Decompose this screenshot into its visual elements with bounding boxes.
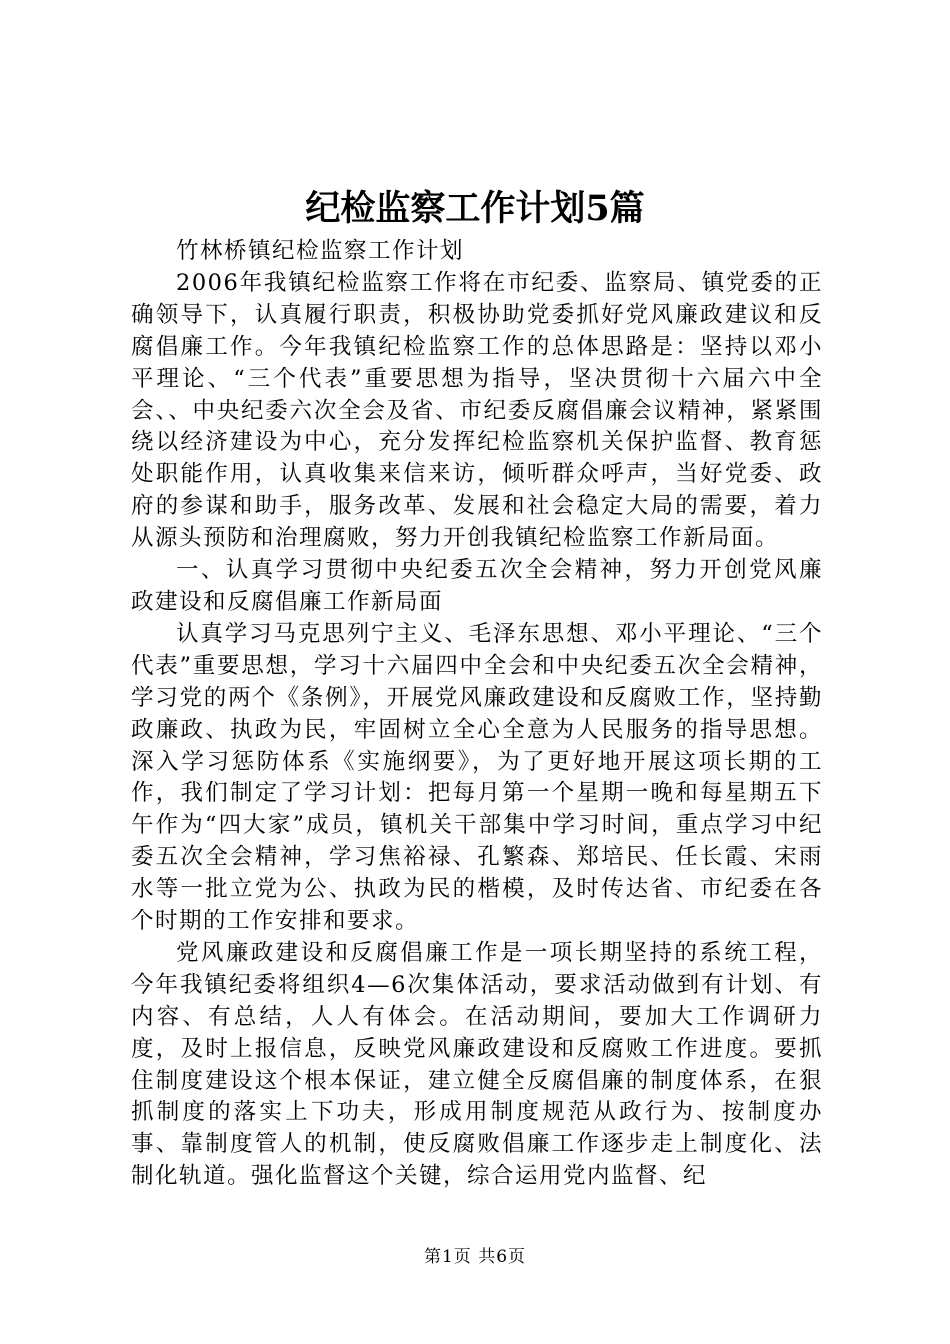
study-paragraph: 认真学习马克思列宁主义、毛泽东思想、邓小平理论、“三个代表”重要思想，学习十六届四中全会和中央纪委五次全会精神，学习党的两个《条例》，开展党风廉政建设和反腐败工作，坚持勤政廉政、执政为民，牢固树立全心全意为人民服务的指导思想。深入学习惩防体系《实施纲要》，为了更好地开展这项长期的工作，我们制定了学习计划：把每月第一个星期一晚和每星期五下午作为“四大家”成员，镇机关干部集中学习时间，重点学习中纪委五次全会精神，学习焦裕禄、孔繁森、郑培民、任长霞、宋雨水等一批立党为公、执政为民的楷模，及时传达省、市纪委在各个时期的工作安排和要求。	[131, 620, 823, 935]
page-footer: 第1页 共6页	[423, 1247, 527, 1267]
document-body	[131, 236, 823, 1193]
document-title: 纪检监察工作计划5篇	[305, 188, 645, 229]
intro-paragraph: 2006年我镇纪检监察工作将在市纪委、监察局、镇党委的正确领导下，认真履行职责，积极协助党委抓好党风廉政建议和反腐倡廉工作。今年我镇纪检监察工作的总体思路是：坚持以邓小平理论、“三个代表”重要思想为指导，坚决贯彻十六届六中全会、、中央纪委六次全会及省、市纪委反腐倡廉会议精神，紧紧围绕以经济建设为中心，充分发挥纪检监察机关保护监督、教育惩处职能作用，认真收集来信来访，倾听群众呼声，当好党委、政府的参谋和助手，服务改革、发展和社会稳定大局的需要，着力从源头预防和治理腐败，努力开创我镇纪检监察工作新局面。	[131, 269, 823, 552]
subtitle-paragraph: 竹林桥镇纪检监察工作计划	[176, 238, 465, 264]
section-heading-1: 一、认真学习贯彻中央纪委五次全会精神，努力开创党风廉政建设和反腐倡廉工作新局面	[131, 557, 823, 615]
system-engineering-paragraph: 党风廉政建设和反腐倡廉工作是一项长期坚持的系统工程，今年我镇纪委将组织4—6次集体活动，要求活动做到有计划、有内容、有总结，人人有体会。在活动期间，要加大工作调研力度，及时上报信息，反映党风廉政建设和反腐败工作进度。要抓住制度建设这个根本保证，建立健全反腐倡廉的制度体系，在狠抓制度的落实上下功夫，形成用制度规范从政行为、按制度办事、靠制度管人的机制，使反腐败倡廉工作逐步走上制度化、法制化轨道。强化监督这个关键，综合运用党内监督、纪	[131, 939, 823, 1190]
